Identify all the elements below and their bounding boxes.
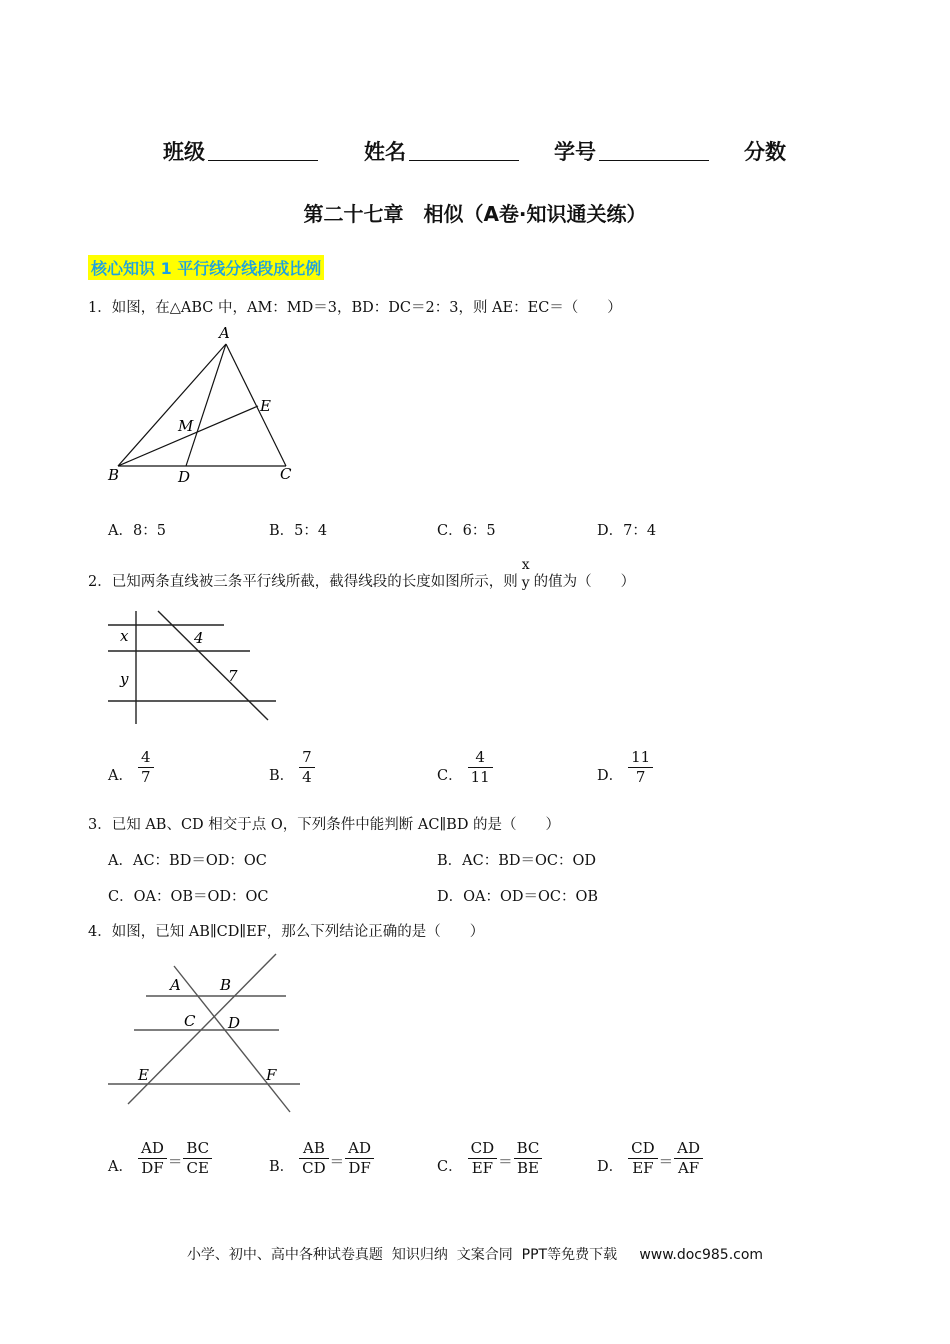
section-heading: 核心知识 1 平行线分线段成比例 <box>88 255 324 280</box>
question-2-option-b[interactable]: B． $\frac{7}{4}$ <box>269 748 316 787</box>
name-blank[interactable] <box>409 160 519 161</box>
question-4-option-a[interactable]: A． $\frac{AD}{DF}$ ＝ $\frac{BC}{CE}$ <box>108 1139 213 1178</box>
question-1-option-d[interactable]: D．7：4 <box>597 523 657 539</box>
label-c: C <box>184 1012 196 1030</box>
label-m: M <box>178 417 194 435</box>
option-b-fraction: $\frac{7}{4}$ <box>299 748 315 787</box>
label-7: 7 <box>228 667 238 685</box>
label-b: B <box>220 976 232 994</box>
option-c-fraction: $\frac{4}{11}$ <box>468 748 493 787</box>
transversal-bc <box>128 954 276 1104</box>
student-id-label: 学号 <box>554 140 596 164</box>
question-2-option-a[interactable]: A． $\frac{4}{7}$ <box>108 748 155 787</box>
question-2-parallel-lines-figure <box>104 608 284 728</box>
side-ac <box>226 344 286 466</box>
label-4: 4 <box>194 629 204 647</box>
label-a: A <box>170 976 181 994</box>
question-4-option-b[interactable]: B． $\frac{AB}{CD}$ ＝ $\frac{AD}{DF}$ <box>269 1139 375 1178</box>
student-id-blank[interactable] <box>599 160 709 161</box>
question-1-stem: 1．如图，在△ABC 中，AM：MD＝3，BD：DC＝2：3，则 AE：EC＝（ ） <box>88 300 622 316</box>
question-3-option-d[interactable]: D．OA：OD＝OC：OB <box>437 889 599 905</box>
option-a-fraction: $\frac{4}{7}$ <box>138 748 154 787</box>
label-f: F <box>266 1066 277 1084</box>
label-a: A <box>219 324 230 342</box>
question-4-stem: 4．如图，已知 AB∥CD∥EF，那么下列结论正确的是（ ） <box>88 924 485 940</box>
score-label: 分数 <box>744 140 786 164</box>
segment-be <box>118 406 258 466</box>
page-title: 第二十七章 相似（A卷·知识通关练） <box>303 202 647 226</box>
question-4-option-d[interactable]: D． $\frac{CD}{EF}$ ＝ $\frac{AD}{AF}$ <box>597 1139 704 1178</box>
transversal-slanted <box>158 611 268 720</box>
question-2-stem <box>88 556 635 592</box>
student-info-header <box>0 136 950 170</box>
question-2-stem-text-2: 的值为（ ） <box>533 574 636 590</box>
label-x: x <box>120 627 129 645</box>
option-d-fraction: $\frac{11}{7}$ <box>628 748 653 787</box>
question-2-option-d[interactable]: D． $\frac{11}{7}$ <box>597 748 654 787</box>
question-3-stem: 3．已知 AB、CD 相交于点 O，下列条件中能判断 AC∥BD 的是（ ） <box>88 817 561 833</box>
question-3-option-b[interactable]: B．AC：BD＝OC：OD <box>437 853 596 869</box>
label-e: E <box>138 1066 149 1084</box>
question-1-option-b[interactable]: B．5：4 <box>269 523 328 539</box>
side-ab <box>118 344 226 466</box>
question-3-option-c[interactable]: C．OA：OB＝OD：OC <box>108 889 269 905</box>
label-b: B <box>108 466 120 484</box>
label-y: y <box>120 670 129 688</box>
label-c: C <box>280 465 292 483</box>
class-label: 班级 <box>163 140 205 164</box>
label-d: D <box>178 468 191 486</box>
label-e: E <box>260 397 271 415</box>
question-2-stem-fraction: x y <box>521 557 530 591</box>
question-1-triangle-figure <box>100 322 320 492</box>
label-d: D <box>228 1014 241 1032</box>
question-3-option-a[interactable]: A．AC：BD＝OD：OC <box>108 853 267 869</box>
page-footer: 小学、初中、高中各种试卷真题 知识归纳 文案合同 PPT等免费下载 www.doc985.com <box>186 1247 764 1263</box>
question-1-option-c[interactable]: C．6：5 <box>437 523 496 539</box>
class-blank[interactable] <box>208 160 318 161</box>
question-1-option-a[interactable]: A．8：5 <box>108 523 166 539</box>
question-2-option-c[interactable]: C． $\frac{4}{11}$ <box>437 748 494 787</box>
question-2-stem-text-1: 2．已知两条直线被三条平行线所截，截得线段的长度如图所示，则 <box>88 574 518 590</box>
segment-ad <box>186 344 226 466</box>
question-4-intersecting-lines-figure <box>104 950 304 1115</box>
name-label: 姓名 <box>364 140 406 164</box>
question-4-option-c[interactable]: C． $\frac{CD}{EF}$ ＝ $\frac{BC}{BE}$ <box>437 1139 543 1178</box>
